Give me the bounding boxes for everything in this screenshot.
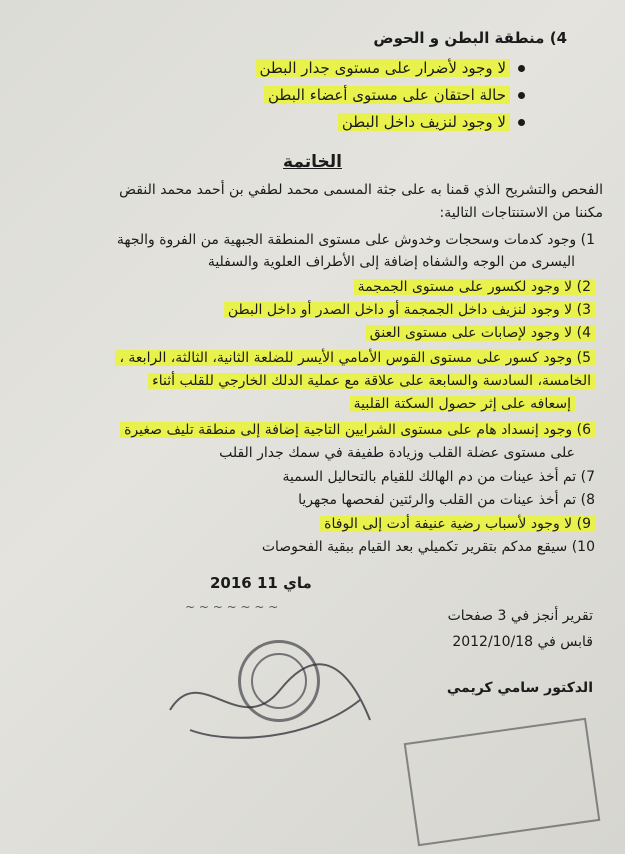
intro-line: مكننا من الاستنتاجات التالية:: [439, 205, 603, 221]
bullet-text: لا وجود لأضرار على مستوى جدار البطن: [256, 59, 510, 77]
finding-line: 9) لا وجود لأسباب رضية عنيفة أدت إلى الوفاة: [320, 514, 595, 534]
finding-line: 6) وجود إنسداد هام على مستوى الشرايين التاجية إضافة إلى منطقة تليف صغيرة: [120, 420, 595, 440]
bullet-dot: [518, 92, 525, 99]
intro-line: الفحص والتشريح الذي قمنا به على جثة المسمى محمد لطفي بن أحمد محمد النقض: [119, 182, 603, 198]
bullet-dot: [518, 65, 525, 72]
finding-line: 3) لا وجود لنزيف داخل الجمجمة أو داخل الصدر أو داخل البطن: [224, 300, 595, 320]
bullet-text: لا وجود لنزيف داخل البطن: [338, 113, 510, 131]
finding-line: الخامسة، السادسة والسابعة على علاقة مع عملية الدلك الخارجي للقلب أثناء: [148, 371, 595, 391]
doctor-signature: الدكتور سامي كريمي: [446, 680, 593, 696]
bullet-item: [264, 85, 525, 105]
bullet-item: [256, 58, 525, 78]
bullet-item: [338, 112, 525, 132]
date-stamp: 2016 ماي 11: [210, 574, 312, 592]
finding-line: 5) وجود كسور على مستوى القوس الأمامي الأيسر للضلعة الثانية، الثالثة، الرابعة ،: [115, 348, 595, 368]
signature-scribble: [160, 650, 380, 750]
pages-note: تقرير أنجز في 3 صفحات: [447, 608, 593, 624]
finding-line: 7) تم أخذ عينات من دم الهالك للقيام بالتحاليل السمية: [282, 469, 595, 485]
finding-line: إسعافه على إثر حصول السكتة القلبية: [350, 394, 575, 414]
finding-line: اليسرى من الوجه والشفاه إضافة إلى الأطراف العلوية والسفلية: [207, 254, 575, 270]
finding-line: 8) تم أخذ عينات من القلب والرئتين لفحصها مجهريا: [298, 492, 595, 508]
rect-stamp: [404, 718, 601, 847]
bullet-text: حالة احتقان على مستوى أعضاء البطن: [264, 86, 510, 104]
section-heading: 4) منطقة البطن و الحوض: [373, 29, 567, 47]
place-date: قابس في 2012/10/18: [452, 634, 593, 650]
finding-line: 1) وجود كدمات وسحجات وخدوش على مستوى المنطقة الجبهية من الفروة والجهة: [116, 232, 595, 248]
bullet-dot: [518, 119, 525, 126]
finding-line: 4) لا وجود لإصابات على مستوى العنق: [366, 323, 595, 343]
conclusion-title: الخاتمة: [283, 152, 342, 172]
finding-line: 10) سيقع مدكم بتقرير تكميلي بعد القيام ببقية الفحوصات: [261, 539, 595, 555]
finding-line: 2) لا وجود لكسور على مستوى الجمجمة: [354, 277, 595, 297]
stamp-scribble: ~ ~ ~ ~ ~ ~ ~: [185, 600, 279, 614]
finding-line: على مستوى عضلة القلب وزيادة طفيفة في سمك جدار القلب: [219, 445, 575, 461]
